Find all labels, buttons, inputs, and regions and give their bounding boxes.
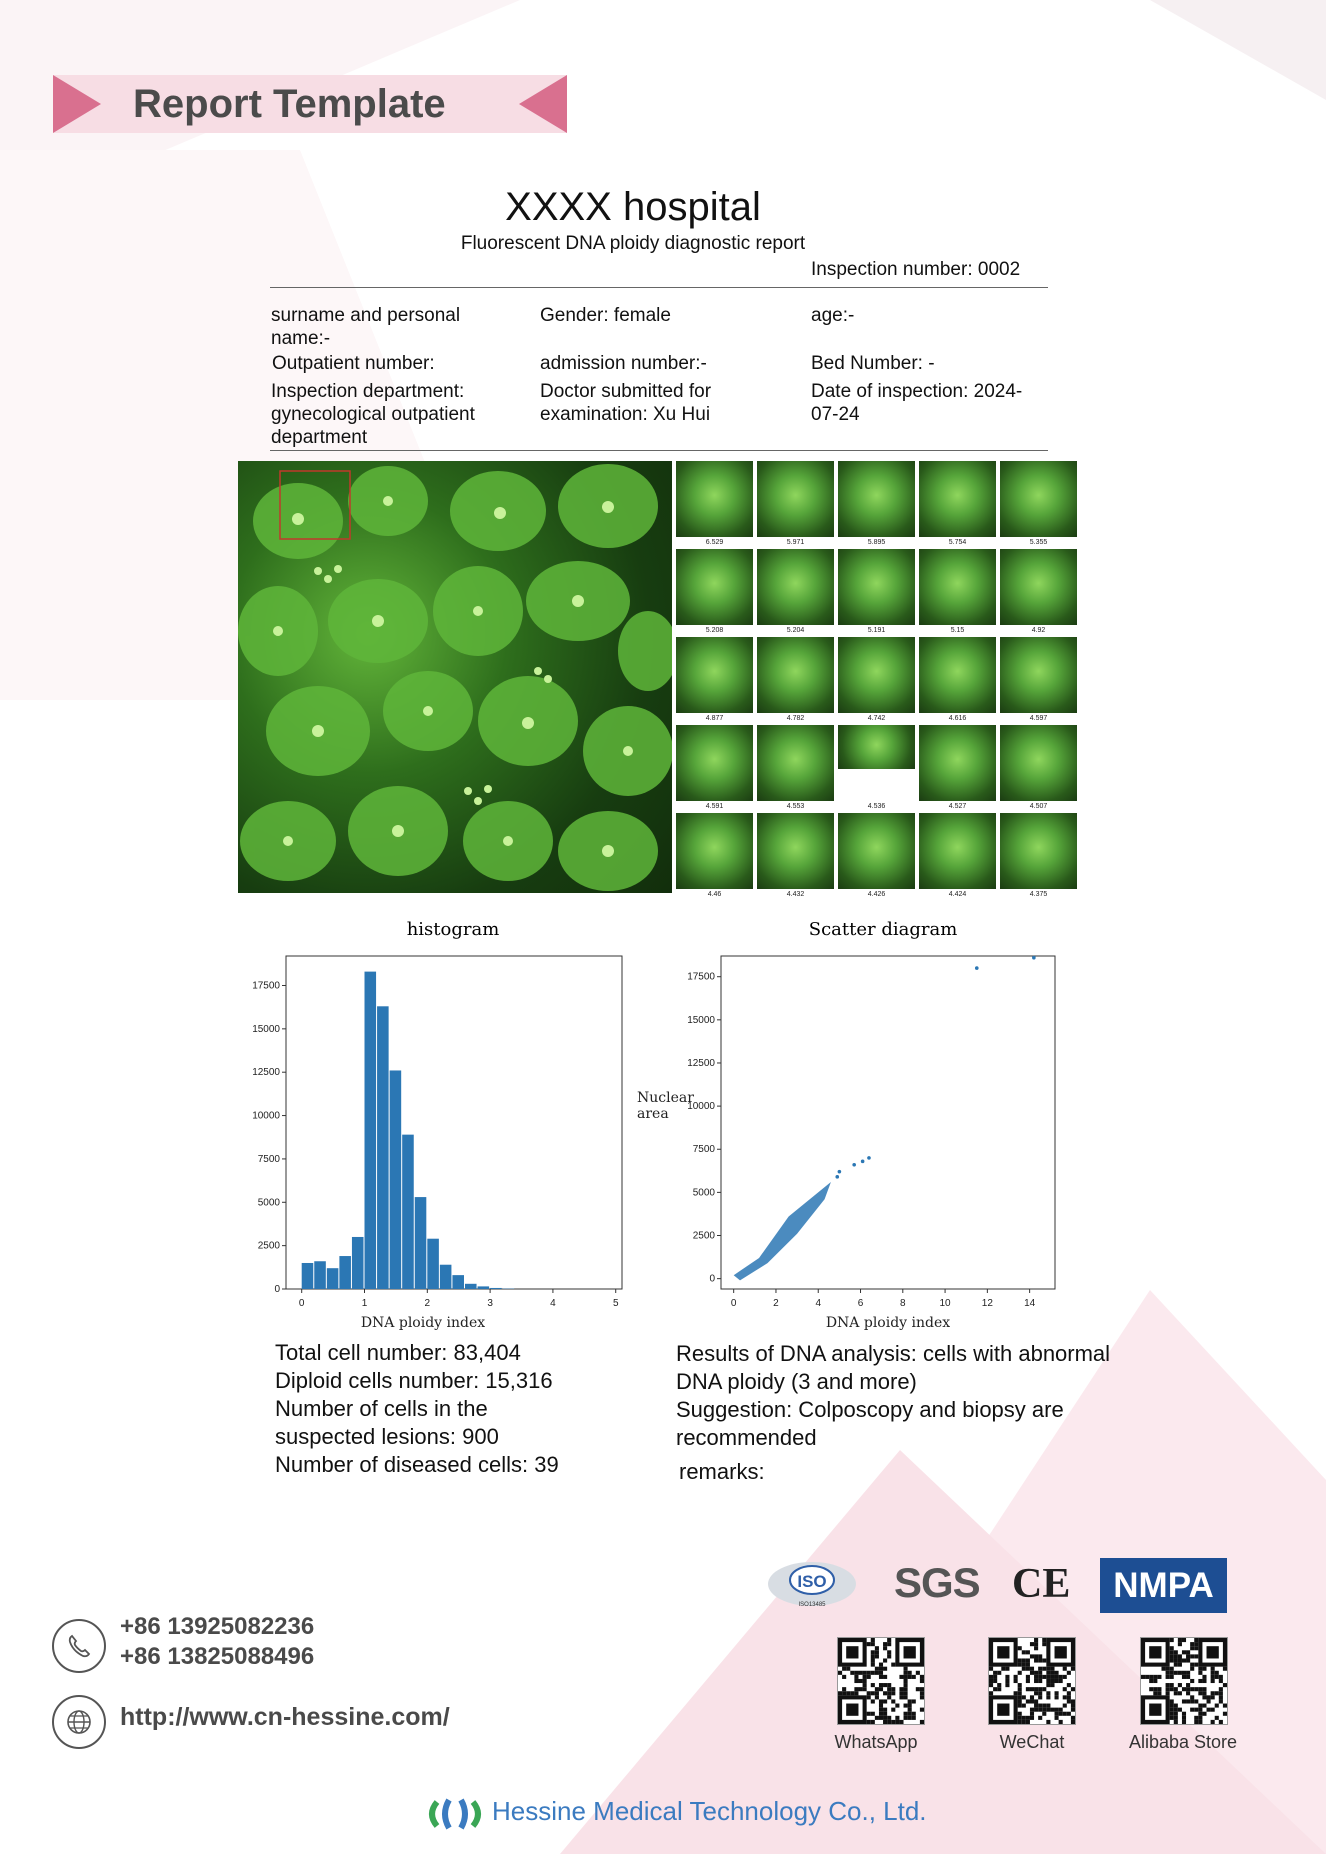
y-tick-label: 17500 — [687, 971, 715, 983]
histogram-bar — [452, 1275, 464, 1289]
histogram-bar — [490, 1288, 502, 1289]
scatter-point — [835, 1175, 839, 1179]
cell-thumbnail — [838, 725, 915, 769]
cell-ploidy-value: 4.432 — [786, 891, 805, 898]
banner-title: Report Template — [133, 82, 446, 126]
cell-thumbnail — [1000, 725, 1077, 801]
wechat-qr-code[interactable] — [988, 1637, 1076, 1725]
cell-ploidy-value: 5.15 — [950, 627, 965, 634]
results-line2: DNA ploidy (3 and more) — [676, 1369, 917, 1394]
globe-icon — [52, 1695, 106, 1749]
cell-thumbnail — [757, 549, 834, 625]
y-tick-label: 12500 — [252, 1067, 280, 1079]
inspection-department: Inspection department: gynecological outpatient department — [271, 381, 475, 448]
x-tick-label: 5 — [612, 1298, 619, 1309]
cell-thumbnail — [919, 549, 996, 625]
cell-thumbnail — [757, 461, 834, 537]
scatter-point — [838, 1170, 842, 1174]
scatter-title: Scatter diagram — [808, 919, 958, 940]
y-tick-label: 12500 — [687, 1057, 715, 1069]
cell-statistics — [275, 1339, 559, 1479]
cell-thumbnail — [757, 637, 834, 713]
x-tick-label: 0 — [298, 1298, 305, 1309]
cell-thumbnail — [757, 813, 834, 889]
cell-thumbnail — [1000, 549, 1077, 625]
cell-ploidy-value: 4.782 — [786, 715, 805, 722]
cell-thumbnail — [1000, 813, 1077, 889]
cell-thumbnail — [1000, 461, 1077, 537]
suggestion-line1: Suggestion: Colposcopy and biopsy are — [676, 1397, 1064, 1422]
scatter-point — [852, 1163, 856, 1167]
diploid-cells-number: Diploid cells number: 15,316 — [275, 1368, 553, 1393]
x-tick-label: 12 — [981, 1298, 993, 1309]
histogram-bar — [415, 1197, 427, 1289]
gender: Gender: female — [540, 305, 671, 326]
cell-ploidy-value: 4.536 — [867, 803, 886, 810]
phone-number-1: +86 13925082236 — [120, 1613, 315, 1640]
cell-thumbnail — [676, 461, 753, 537]
scatter-plot-area — [721, 956, 1055, 1289]
phone-numbers — [120, 1612, 314, 1672]
cell-ploidy-value: 5.971 — [786, 539, 805, 546]
divider — [270, 287, 1048, 288]
hospital-name: XXXX hospital — [505, 185, 761, 229]
y-tick-label: 5000 — [692, 1187, 715, 1199]
scatter-point — [861, 1160, 865, 1164]
cell-ploidy-value: 4.742 — [867, 715, 886, 722]
cell-ploidy-value: 4.591 — [705, 803, 724, 810]
x-tick-label: 2 — [773, 1298, 779, 1309]
whatsapp-label: WhatsApp — [834, 1732, 918, 1752]
histogram-chart — [240, 910, 640, 1335]
y-tick-label: 10000 — [687, 1101, 715, 1113]
cell-thumbnail — [919, 813, 996, 889]
admission-number: admission number:- — [540, 353, 707, 374]
whatsapp-qr-code[interactable] — [837, 1637, 925, 1725]
cell-ploidy-value: 5.754 — [948, 539, 967, 546]
scatter-point — [867, 1156, 871, 1160]
y-tick-label: 7500 — [257, 1153, 280, 1165]
x-tick-label: 4 — [550, 1298, 556, 1309]
results-line1: Results of DNA analysis: cells with abnormal — [676, 1341, 1111, 1366]
y-tick-label: 15000 — [252, 1023, 280, 1035]
iso-standard-text: ISO13485 — [798, 1602, 826, 1608]
cell-thumbnail — [676, 813, 753, 889]
inspection-number: Inspection number: 0002 — [811, 259, 1021, 280]
histogram-bar — [440, 1265, 452, 1289]
wechat-label: WeChat — [999, 1732, 1065, 1752]
report-subtitle: Fluorescent DNA ploidy diagnostic report — [460, 233, 806, 254]
cell-ploidy-value: 4.46 — [707, 891, 722, 898]
y-tick-label: 17500 — [252, 980, 280, 992]
analysis-results — [676, 1340, 1110, 1486]
x-tick-label: 0 — [730, 1298, 737, 1309]
sgs-logo: SGS — [894, 1559, 980, 1606]
histogram-bar — [390, 1070, 402, 1289]
arrow-left-icon — [519, 75, 567, 133]
company-name: Hessine Medical Technology Co., Ltd. — [492, 1796, 927, 1826]
suspected-cells-line1: Number of cells in the — [275, 1396, 488, 1421]
diseased-cells-number: Number of diseased cells: 39 — [275, 1452, 559, 1477]
cell-thumbnail — [838, 549, 915, 625]
histogram-bar — [478, 1286, 490, 1289]
hessine-logo-icon — [425, 1796, 485, 1832]
cell-ploidy-value: 5.204 — [786, 627, 805, 634]
cell-ploidy-value: 4.507 — [1029, 803, 1048, 810]
x-tick-label: 1 — [361, 1298, 368, 1309]
cell-thumbnail — [838, 813, 915, 889]
y-tick-label: 0 — [274, 1284, 280, 1295]
cell-thumbnail — [919, 461, 996, 537]
scatter-chart — [635, 910, 1075, 1335]
divider — [270, 450, 1048, 451]
cell-ploidy-value: 4.616 — [948, 715, 967, 722]
cell-thumbnail — [1000, 637, 1077, 713]
phone-number-2: +86 13825088496 — [120, 1643, 315, 1670]
age: age:- — [811, 305, 855, 326]
suspected-cells-line2: suspected lesions: 900 — [275, 1424, 499, 1449]
cell-ploidy-value: 4.375 — [1029, 891, 1048, 898]
histogram-bar — [352, 1237, 364, 1289]
cell-ploidy-value: 4.424 — [948, 891, 967, 898]
x-tick-label: 14 — [1024, 1298, 1036, 1309]
histogram-plot-area — [286, 956, 622, 1289]
y-tick-label: 7500 — [692, 1144, 715, 1156]
cell-ploidy-value: 4.92 — [1031, 627, 1046, 634]
doctor: Doctor submitted for examination: Xu Hui — [540, 381, 712, 425]
histogram-bar — [314, 1261, 326, 1289]
cell-thumbnail — [676, 637, 753, 713]
ce-mark: CE — [1012, 1561, 1071, 1607]
histogram-bar — [465, 1284, 477, 1289]
histogram-bar — [365, 972, 377, 1289]
x-tick-label: 6 — [857, 1298, 864, 1309]
x-tick-label: 4 — [815, 1298, 822, 1309]
y-tick-label: 5000 — [257, 1197, 280, 1209]
total-cell-number: Total cell number: 83,404 — [275, 1340, 521, 1365]
cell-ploidy-value: 4.597 — [1029, 715, 1048, 722]
outpatient-number: Outpatient number: — [272, 353, 435, 374]
histogram-bar — [377, 1006, 389, 1289]
remarks: remarks: — [679, 1459, 765, 1484]
fluorescence-microscopy-image — [238, 461, 672, 893]
cell-ploidy-value: 4.426 — [867, 891, 886, 898]
cell-thumbnail — [919, 637, 996, 713]
scatter-point — [975, 966, 979, 970]
cell-ploidy-value: 5.355 — [1029, 539, 1048, 546]
histogram-xlabel: DNA ploidy index — [360, 1315, 486, 1331]
x-tick-label: 3 — [487, 1298, 493, 1309]
suggestion-line2: recommended — [676, 1425, 817, 1450]
alibaba-qr-code[interactable] — [1140, 1637, 1228, 1725]
histogram-bar — [402, 1135, 414, 1289]
cell-thumbnail — [676, 549, 753, 625]
scatter-point — [1032, 956, 1036, 960]
cell-thumbnail — [757, 725, 834, 801]
cell-field — [238, 461, 672, 893]
cell-ploidy-value: 6.529 — [705, 539, 724, 546]
cell-ploidy-value: 5.208 — [705, 627, 724, 634]
world-map-icon — [766, 1558, 858, 1612]
histogram-bar — [427, 1239, 439, 1289]
scatter-ylabel: Nuclear area — [637, 1090, 694, 1122]
report-template-banner — [53, 75, 567, 133]
bed-number: Bed Number: - — [811, 353, 935, 374]
x-tick-label: 10 — [939, 1298, 951, 1309]
y-tick-label: 2500 — [257, 1240, 280, 1252]
iso-logo — [766, 1558, 858, 1612]
histogram-bar — [339, 1256, 351, 1289]
histogram-bar — [302, 1263, 314, 1289]
iso-text: ISO — [797, 1572, 827, 1591]
arrow-right-icon — [53, 75, 101, 133]
website-link[interactable]: http://www.cn-hessine.com/ — [120, 1703, 450, 1731]
cell-ploidy-value: 4.527 — [948, 803, 967, 810]
cell-thumbnail — [919, 725, 996, 801]
inspection-date: Date of inspection: 2024-07-24 — [811, 381, 1023, 425]
cell-ploidy-value: 4.877 — [705, 715, 724, 722]
scatter-xlabel: DNA ploidy index — [825, 1315, 951, 1331]
y-tick-label: 10000 — [252, 1110, 280, 1122]
histogram-bar — [327, 1268, 339, 1289]
x-tick-label: 2 — [424, 1298, 431, 1309]
x-tick-label: 8 — [900, 1298, 906, 1309]
patient-name: surname and personal name:- — [271, 305, 461, 349]
nmpa-logo: NMPA — [1100, 1558, 1227, 1613]
phone-icon — [52, 1619, 106, 1673]
cell-ploidy-value: 5.191 — [867, 627, 886, 634]
y-tick-label: 15000 — [687, 1014, 715, 1026]
histogram-title: histogram — [406, 919, 500, 940]
cell-thumbnail — [676, 725, 753, 801]
y-tick-label: 0 — [709, 1273, 715, 1285]
cell-thumbnail — [838, 637, 915, 713]
cell-thumbnail — [838, 461, 915, 537]
alibaba-store-label: Alibaba Store — [1128, 1732, 1238, 1752]
cell-ploidy-value: 5.895 — [867, 539, 886, 546]
cell-ploidy-value: 4.553 — [786, 803, 805, 810]
y-tick-label: 2500 — [692, 1230, 715, 1242]
cell-thumbnail-gallery — [676, 461, 1078, 901]
scatter-point-cloud — [734, 1182, 831, 1280]
